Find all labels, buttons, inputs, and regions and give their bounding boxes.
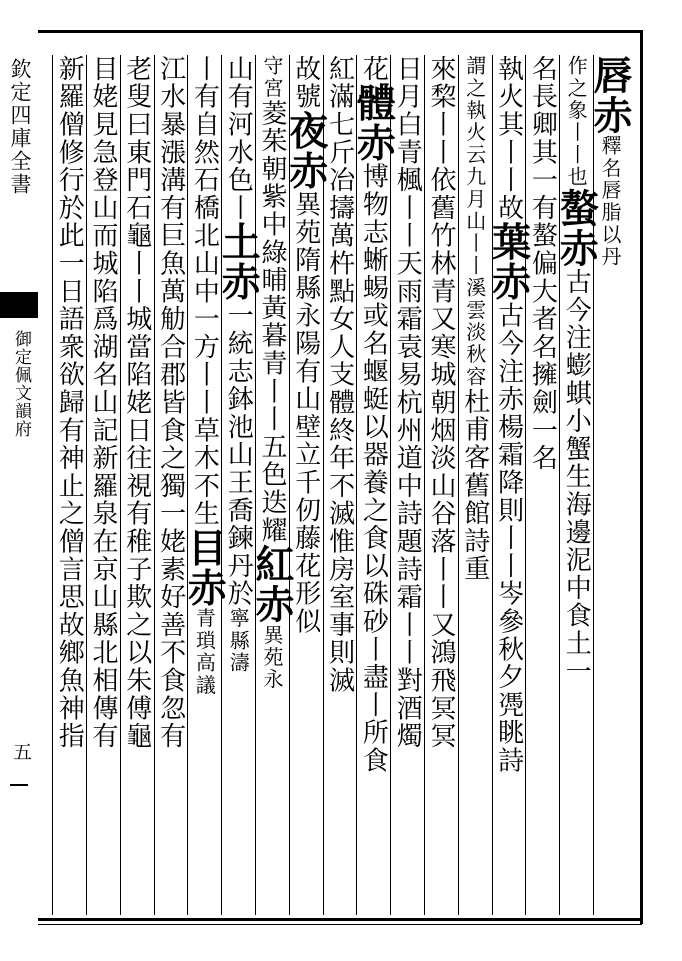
text-column (326, 55, 354, 920)
text-column (55, 55, 83, 920)
entry-headword: 土赤 (215, 221, 262, 302)
entry-text: 來棃丨丨依舊竹林青又寒城朝烟淡山谷落丨丨又鴻飛冥冥 (426, 55, 456, 750)
column-rule (390, 55, 391, 915)
entry-text: 名長卿其一有螯偏大者名擁劍一名 (527, 55, 558, 472)
column-rule (593, 55, 594, 915)
text-column (123, 55, 151, 920)
entry-text: 紅 (324, 55, 355, 83)
text-column (350, 55, 397, 920)
entry-text: 花 (358, 55, 389, 83)
entry-text: 古今注赤楊霜降則丨丨岑參秋夕凴眺詩 (493, 301, 524, 775)
entry-text: 北山中一方丨丨草木不生 (189, 221, 220, 528)
entry-text: 丨有自然石橋 (189, 55, 220, 222)
text-column (528, 55, 556, 920)
text-column (157, 55, 185, 920)
column-rule (120, 55, 121, 915)
entry-text: 博物志蜥蜴或名蝘蜓以器養之食以硃砂丨盡丨所食 (358, 162, 389, 775)
entry-headword: 體赤 (350, 82, 397, 163)
entry-headword: 唇赤 (587, 55, 633, 135)
right-frame-rule (640, 30, 643, 924)
entry-text: 日月白青楓丨丨天雨霜袁易杭州道中詩題詩霜丨丨對酒燭 (392, 55, 423, 750)
entry-headword: 葉赤 (485, 221, 532, 302)
column-rule (458, 55, 459, 915)
column-rule (525, 55, 526, 915)
column-rule (154, 55, 155, 915)
text-column (282, 55, 329, 920)
entry-text: 執火其丨丨故 (493, 55, 524, 222)
text-column (461, 55, 489, 920)
bottom-frame-rule-inner (38, 924, 642, 925)
text-column (587, 55, 633, 920)
entry-headword: 夜赤 (282, 110, 329, 191)
column-rule (492, 55, 493, 915)
column-rule (255, 55, 256, 915)
entry-text: 寧縣濤 (226, 607, 251, 675)
entry-text: 異苑隋縣永陽有山壁立千仞藤花形似 (290, 190, 321, 636)
text-column (553, 55, 600, 920)
text-column (393, 55, 421, 920)
margin-page-tick (10, 784, 28, 786)
entry-text: 謂之執火云 (462, 55, 487, 166)
entry-text: 老叟曰東門石龜丨丨城當陷姥日往視有稚子欺之以朱傅龜 (121, 55, 152, 750)
entry-text: 新羅僧修行於此一日語衆欲歸有神止之僧言思故鄉魚神指 (54, 55, 85, 750)
text-column (485, 55, 532, 920)
entry-text: 青瑣高議 (192, 607, 217, 697)
entry-text: 九月山丨丨溪雲淡秋容 (462, 166, 487, 388)
left-margin-strip (0, 30, 38, 924)
fishtail-mark (0, 292, 38, 318)
margin-collection-title: 欽定四庫全書 (8, 58, 32, 196)
top-frame-rule (38, 30, 642, 33)
entry-text: 作之象丨丨也 (564, 55, 589, 189)
text-column (249, 55, 295, 920)
entry-text: 菱茱朝紫中綠晡黃暮青丨丨五色迭耀 (257, 99, 287, 545)
column-rule (424, 55, 425, 915)
margin-page-number: 五 (10, 742, 32, 761)
column-rule (86, 55, 87, 915)
entry-text: 釋名唇脂以丹 (598, 135, 622, 269)
entry-text: 一統志鉢池山王喬鍊丹於 (223, 301, 254, 608)
entry-headword: 螯赤 (553, 188, 600, 269)
entry-text: 杜甫客舊館詩重 (459, 388, 490, 583)
margin-book-title: 御定佩文韻府 (11, 330, 31, 438)
text-column (215, 55, 262, 920)
entry-headword: 紅赤 (249, 544, 295, 625)
text-column (427, 55, 455, 920)
text-column (89, 55, 117, 920)
entry-text: 山有河水色丨 (223, 55, 254, 222)
entry-text: 異苑永 (260, 624, 284, 691)
entry-text: 滿七斤冶擣萬杵點女人支體終年不滅惟房室事則滅 (324, 82, 355, 695)
entry-headword: 目赤 (181, 527, 228, 608)
column-rule (52, 55, 53, 915)
entry-text: 目姥見急登山而城陷爲湖名山記新羅泉在京山縣北相傳有 (88, 55, 118, 750)
entry-text: 守宮 (260, 55, 284, 100)
text-column (181, 55, 228, 920)
entry-text: 故號 (290, 55, 321, 111)
entry-text: 江水暴漲溝有巨魚萬觔合郡皆食之獨一姥素好善不食忽有 (155, 55, 186, 750)
entry-text: 古今注蟛蜞小蟹生海邊泥中食土一 (561, 268, 592, 686)
